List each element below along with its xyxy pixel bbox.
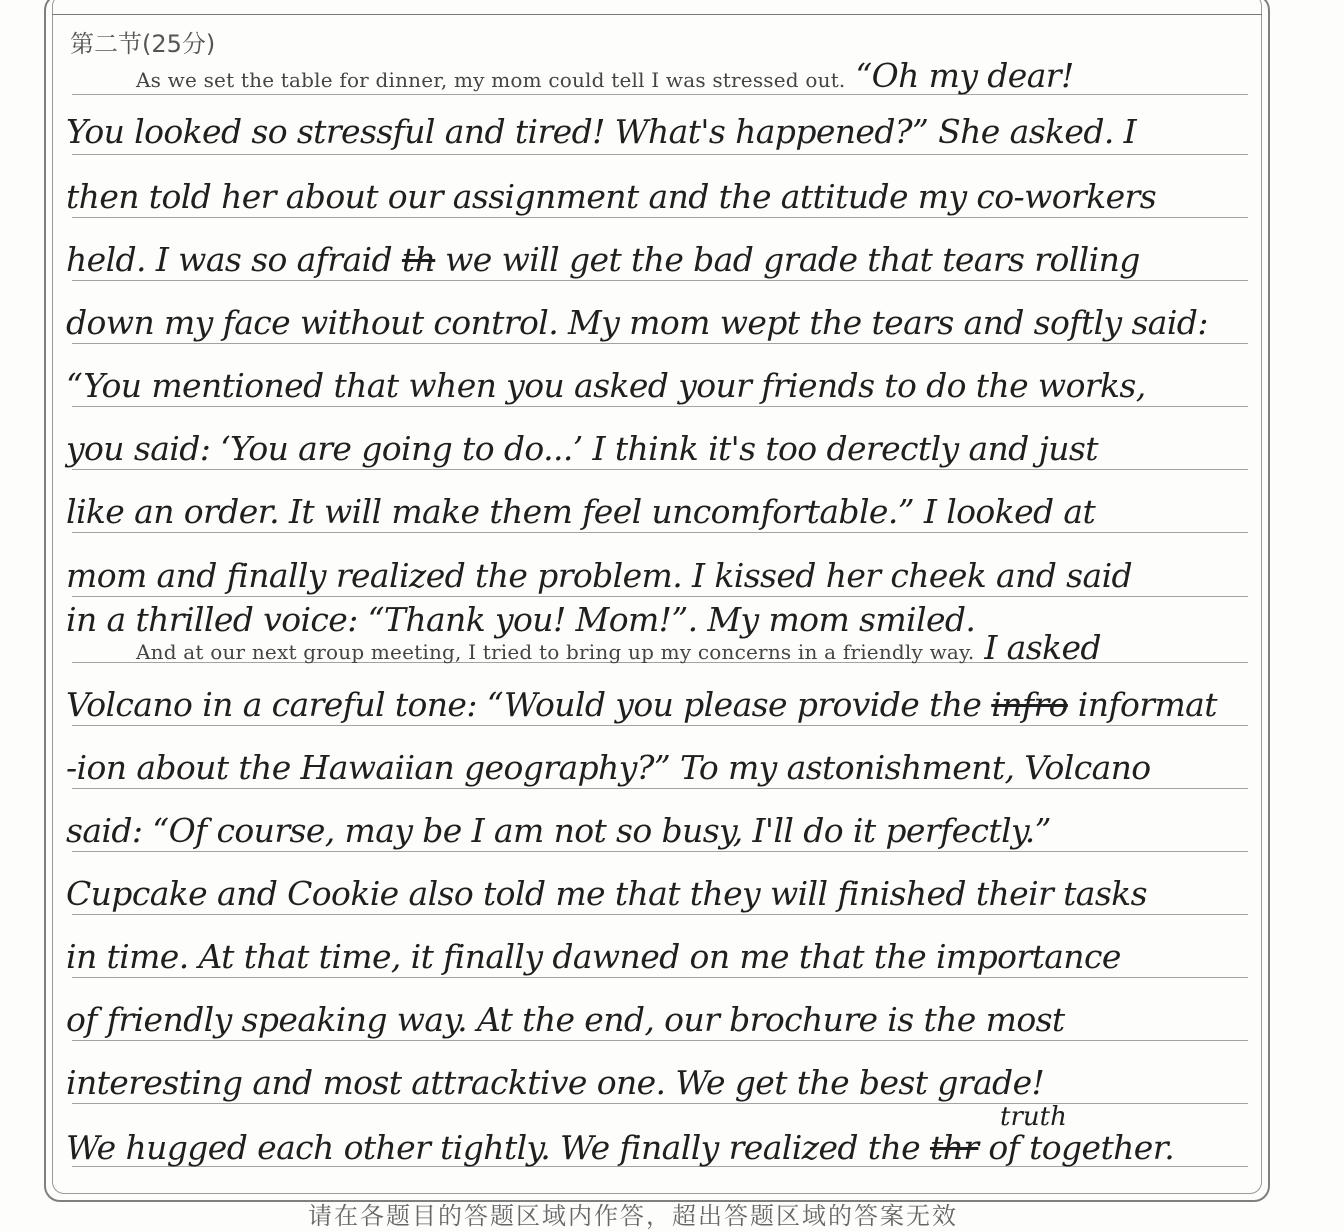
handwritten-text: then told her about our assignment and the attitude my co-workers [66, 177, 1157, 216]
answer-area-warning: 请在各题目的答题区域内作答，超出答题区域的答案无效 [308, 1202, 958, 1230]
crossed-out-word: thr [929, 1128, 979, 1167]
handwritten-text: mom and finally realized the problem. I kissed her cheek and said [66, 556, 1133, 595]
top-divider [52, 14, 1262, 15]
handwritten-text: “You mentioned that when you asked your friends to do the works, [66, 366, 1146, 405]
handwritten-text: I asked [984, 628, 1101, 667]
handwritten-text: in time. At that time, it finally dawned on me that the importance [66, 937, 1121, 976]
handwritten-text: down my face without control. My mom wept the tears and softly said: [66, 303, 1208, 342]
essay-line-6 [66, 356, 1258, 416]
handwritten-text: you said: ‘You are going to do...’ I think it's too derectly and just [66, 429, 1098, 468]
handwritten-text: of together. [978, 1128, 1175, 1167]
printed-paragraph-opener: And at our next group meeting, I tried to bring up my concerns in a friendly way. [136, 640, 975, 664]
handwritten-text: of friendly speaking way. At the end, our brochure is the most [66, 1000, 1065, 1039]
crossed-out-word: infro [991, 685, 1068, 724]
handwritten-text: -ion about the Hawaiian geography?” To my astonishment, Volcano [66, 748, 1151, 787]
handwritten-text: Cupcake and Cookie also told me that they will finished their tasks [66, 874, 1147, 913]
handwritten-text: You looked so stressful and tired! What's happened?” She asked. I [66, 112, 1137, 151]
handwritten-text: in a thrilled voice: “Thank you! Mom!”. My mom smiled. [66, 600, 976, 639]
handwritten-text: like an order. It will make them feel uncomfortable.” I looked at [66, 492, 1096, 531]
essay-line-13 [66, 738, 1258, 798]
handwritten-text: we will get the bad grade that tears rolling [435, 240, 1140, 279]
handwritten-text: We hugged each other tightly. We finally realized the [66, 1128, 930, 1167]
essay-line-1 [66, 46, 1258, 106]
handwritten-text: held. I was so afraid [66, 240, 402, 279]
printed-opening-sentence: As we set the table for dinner, my mom could tell I was stressed out. [136, 68, 846, 92]
essay-line-16 [66, 927, 1258, 987]
handwritten-text: informat [1067, 685, 1217, 724]
essay-line-14 [66, 801, 1258, 861]
inserted-correction-word: truth [1000, 1102, 1067, 1132]
essay-line-12 [66, 675, 1258, 735]
essay-line-18 [66, 1053, 1258, 1113]
section-title: 第二节(25分) [70, 30, 216, 58]
essay-line-7 [66, 419, 1258, 479]
essay-line-17 [66, 990, 1258, 1050]
crossed-out-word: th [401, 240, 436, 279]
essay-line-5 [66, 293, 1258, 353]
essay-line-2 [66, 102, 1258, 162]
essay-line-19 [66, 1118, 1258, 1178]
handwritten-text: interesting and most attracktive one. We get the best grade! [66, 1063, 1045, 1102]
handwritten-text: Volcano in a careful tone: “Would you please provide the [66, 685, 992, 724]
handwritten-text: said: “Of course, may be I am not so busy, I'll do it perfectly.” [66, 811, 1051, 850]
essay-line-4 [66, 230, 1258, 290]
essay-line-11 [66, 618, 1258, 678]
essay-line-15 [66, 864, 1258, 924]
essay-line-3 [66, 167, 1258, 227]
handwritten-text: “Oh my dear! [855, 56, 1074, 95]
essay-line-8 [66, 482, 1258, 542]
